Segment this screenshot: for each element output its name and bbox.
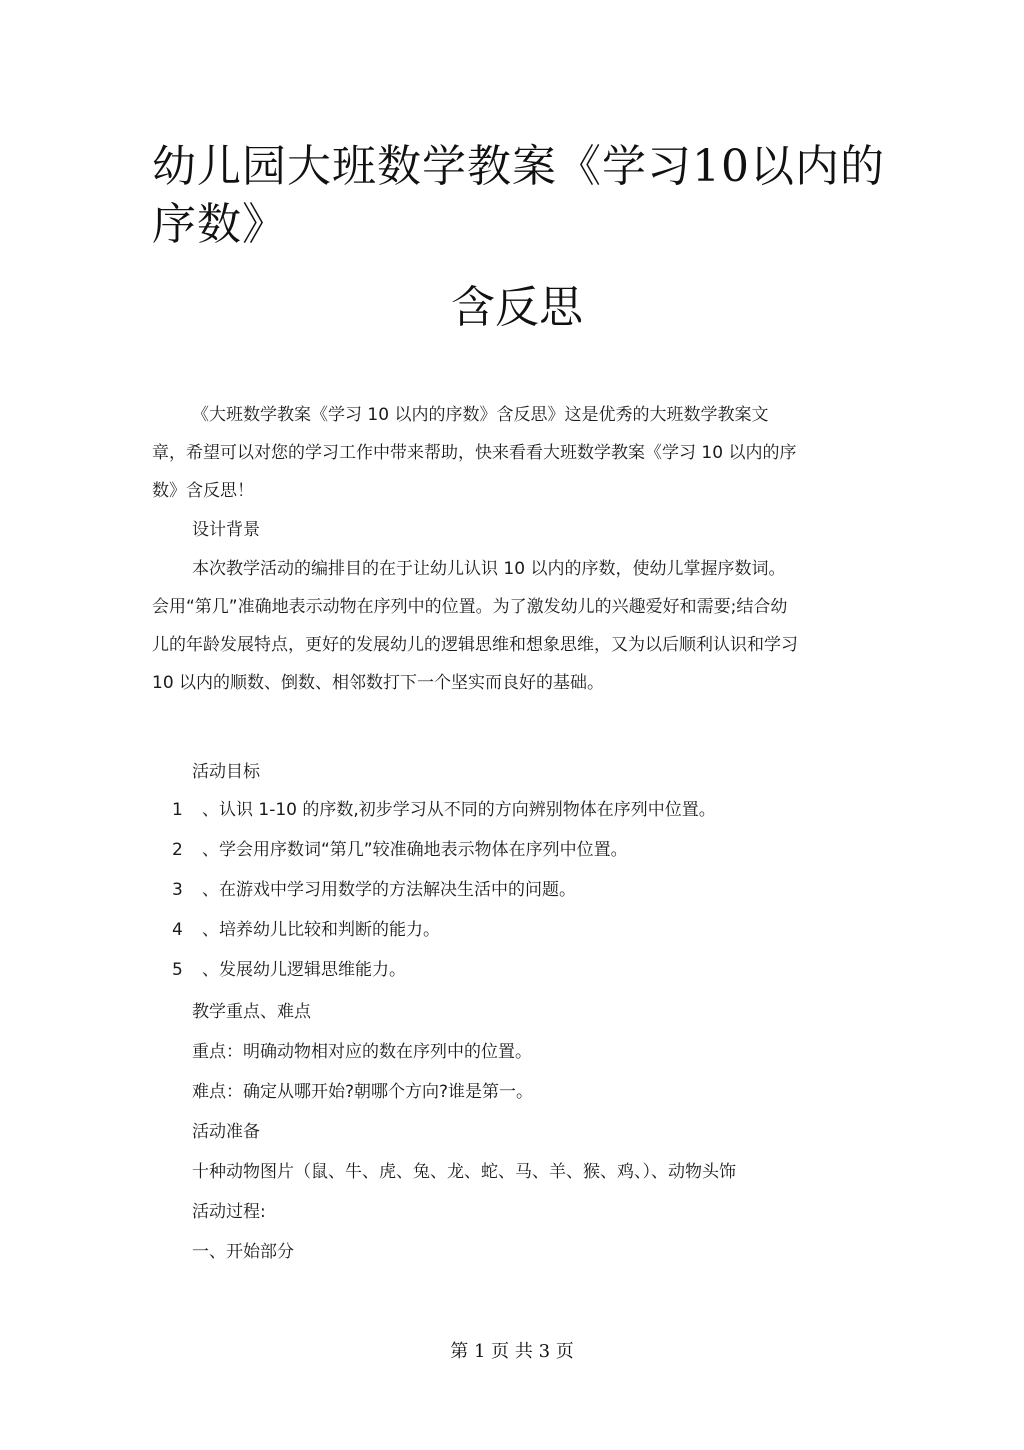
goal-number: 4 [172, 920, 183, 940]
goal-number: 3 [172, 880, 183, 900]
goal-text: 、在游戏中学习用数学的方法解决生活中的问题。 [202, 880, 576, 900]
keypoints-heading: 教学重点、难点 [192, 1002, 311, 1022]
prep-heading: 活动准备 [192, 1122, 260, 1142]
document-subtitle: 含反思 [451, 282, 583, 333]
goal-text: 、认识 1-10 的序数,初步学习从不同的方向辨别物体在序列中位置。 [202, 800, 716, 820]
document-title: 幼儿园大班数学教案《学习10以内的序数》 [152, 141, 885, 250]
goal-text: 、培养幼儿比较和判断的能力。 [202, 920, 440, 940]
goal-item-3 [172, 878, 576, 902]
goal-item-2 [172, 838, 628, 862]
difficulty-text: 难点：确定从哪开始?朝哪个方向?谁是第一。 [192, 1082, 534, 1102]
keypoint-text: 重点：明确动物相对应的数在序列中的位置。 [192, 1042, 532, 1062]
page-footer: 第 1 页 共 3 页 [450, 1341, 574, 1362]
goal-number: 2 [172, 840, 183, 860]
prep-text: 十种动物图片（鼠、牛、虎、兔、龙、蛇、马、羊、猴、鸡、）、动物头饰 [192, 1162, 736, 1182]
goal-item-1 [172, 798, 716, 822]
goal-item-5 [172, 958, 406, 982]
process-heading: 活动过程: [192, 1202, 266, 1222]
background-heading: 设计背景 [192, 520, 260, 540]
goal-item-4 [172, 918, 440, 942]
goal-text: 、发展幼儿逻辑思维能力。 [202, 960, 406, 980]
goals-heading: 活动目标 [192, 762, 260, 782]
goal-number: 1 [172, 800, 183, 820]
goal-number: 5 [172, 960, 183, 980]
intro-paragraph: 《大班数学教案《学习 10 以内的序数》含反思》这是优秀的大班数学教案文章，希望可以对您的学习工作中带来帮助，快来看看大班数学教案《学习 10 以内的序数》含反思！ [152, 405, 797, 501]
background-paragraph: 本次教学活动的编排目的在于让幼儿认识 10 以内的序数，使幼儿掌握序数词。会用“第几”准确地表示动物在序列中的位置。为了激发幼儿的兴趣爱好和需要;结合幼儿的年龄发展特点，更好的发展幼儿的逻辑思维和想象思维，又为以后顺利认识和学习 10 以内的顺数、倒数、相邻数打下一个坚实而良好的基础。 [152, 559, 798, 693]
goal-text: 、学会用序数词“第几”较准确地表示物体在序列中位置。 [202, 840, 628, 860]
part-one-heading: 一、开始部分 [192, 1242, 294, 1262]
